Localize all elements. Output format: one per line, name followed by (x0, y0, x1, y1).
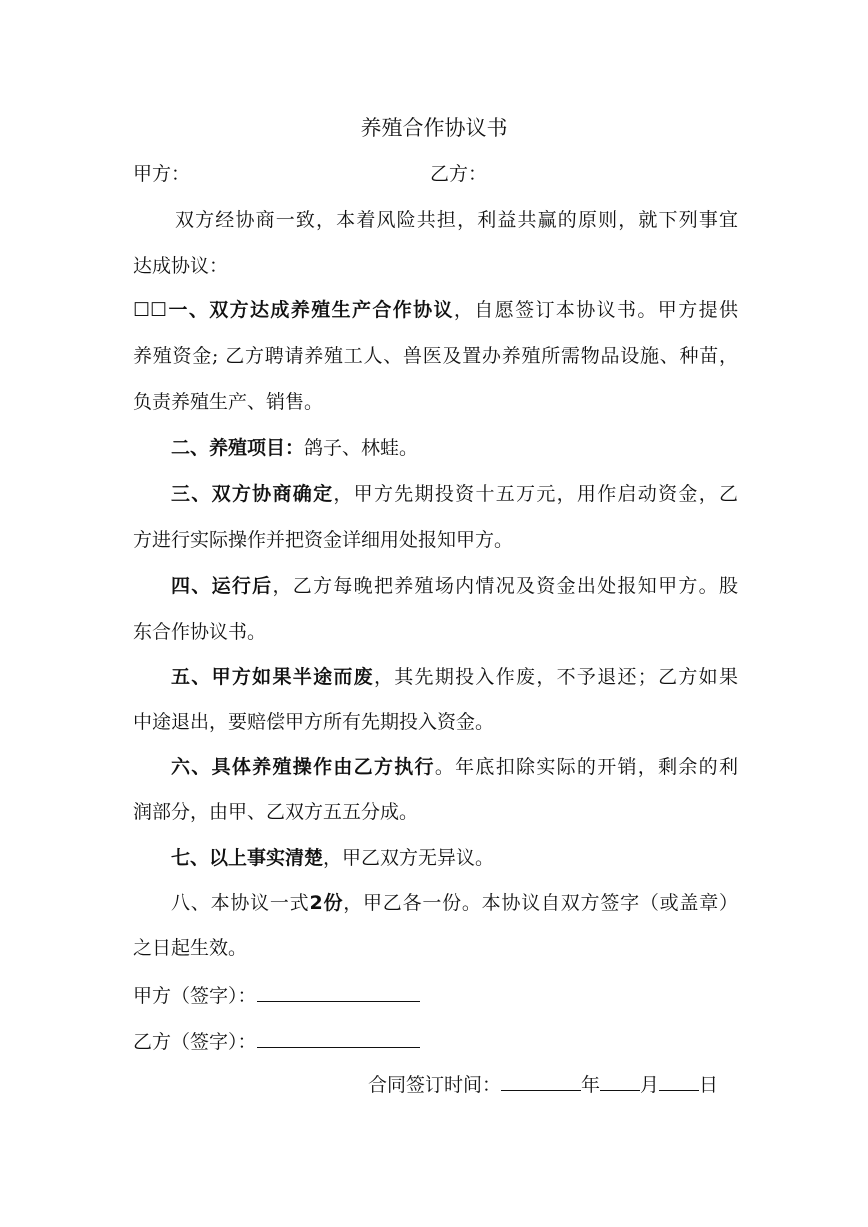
clause-1-line-3: 负责养殖生产、销售。 (133, 391, 324, 413)
signature-party-a (133, 983, 738, 1008)
clause-4-heading: 四、运行后 (171, 575, 273, 597)
date-month-blank[interactable] (600, 1072, 640, 1091)
clause-8-heading-a: 本协议一式 (210, 892, 310, 914)
document-title: 养殖合作协议书 (360, 116, 508, 140)
clause-5-line-1 (133, 665, 738, 689)
signature-party-a-label: 甲方（签字）： (133, 985, 257, 1007)
checkbox-glyphs: ☐☐ (133, 299, 168, 321)
signing-date (368, 1072, 738, 1097)
clause-5-text: ，其先期投入作废，不予退还；乙方如果 (373, 666, 738, 688)
signature-party-b (133, 1029, 738, 1054)
signature-party-b-label: 乙方（签字）： (133, 1031, 257, 1053)
party-a-label: 甲方： (133, 163, 191, 185)
date-year-label: 年 (581, 1074, 601, 1096)
clause-3-line-1 (133, 482, 738, 506)
parties-header (133, 162, 738, 186)
clause-1-line-1 (133, 298, 738, 322)
clause-7-heading: 七、以上事实清楚 (171, 847, 324, 869)
clause-1-line-2: 养殖资金; 乙方聘请养殖工人、兽医及置办养殖所需物品设施、种苗， (133, 345, 738, 367)
clause-8-line-1 (133, 891, 738, 915)
signature-party-b-blank[interactable] (257, 1029, 420, 1048)
clause-8-count: 2 (309, 892, 323, 914)
clause-5-line-2: 中途退出，要赔偿甲方所有先期投入资金。 (133, 711, 495, 733)
clause-5-heading: 五、甲方如果半途而废 (171, 666, 374, 688)
signing-date-label: 合同签订时间： (368, 1074, 502, 1096)
clause-8-text: ，甲乙各一份。本协议自双方签字（或盖章） (343, 892, 738, 914)
clause-7-text: ，甲乙双方无异议。 (323, 847, 495, 869)
date-day-blank[interactable] (659, 1072, 699, 1091)
clause-2-heading: 二、养殖项目： (171, 437, 305, 459)
clause-6-line-2: 润部分，由甲、乙双方五五分成。 (133, 801, 419, 823)
date-day-label: 日 (699, 1074, 719, 1096)
intro-line-2: 达成协议： (133, 255, 229, 277)
clause-3-heading: 三、双方协商确定 (171, 483, 334, 505)
clause-1-heading: 一、双方达成养殖生产合作协议 (167, 299, 454, 321)
clause-4-line-1 (133, 574, 738, 598)
clause-2-text: 鸽子、林蛙。 (304, 437, 419, 459)
clause-8-heading-b: 份 (322, 892, 344, 914)
clause-2 (133, 436, 738, 460)
clause-8-line-2: 之日起生效。 (133, 937, 248, 959)
clause-4-text: ，乙方每晚把养殖场内情况及资金出处报知甲方。股 (272, 575, 738, 597)
clause-3-text: ，甲方先期投资十五万元，用作启动资金，乙 (333, 483, 738, 505)
clause-6-text: 。年底扣除实际的开销，剩余的利 (434, 756, 738, 778)
clause-7 (133, 846, 738, 870)
clause-6-line-1 (133, 755, 738, 779)
clause-8-prefix: 八、 (171, 892, 211, 914)
intro-line-1: 双方经协商一致，本着风险共担，利益共赢的原则，就下列事宜 (175, 209, 738, 231)
signature-party-a-blank[interactable] (257, 983, 420, 1002)
clause-6-heading: 六、具体养殖操作由乙方执行 (171, 756, 435, 778)
party-b-label: 乙方： (430, 163, 488, 185)
date-year-blank[interactable] (501, 1072, 581, 1091)
clause-4-line-2: 东合作协议书。 (133, 621, 267, 643)
date-month-label: 月 (640, 1074, 660, 1096)
clause-3-line-2: 方进行实际操作并把资金详细用处报知甲方。 (133, 529, 514, 551)
clause-1-text: ，自愿签订本协议书。甲方提供 (453, 299, 738, 321)
